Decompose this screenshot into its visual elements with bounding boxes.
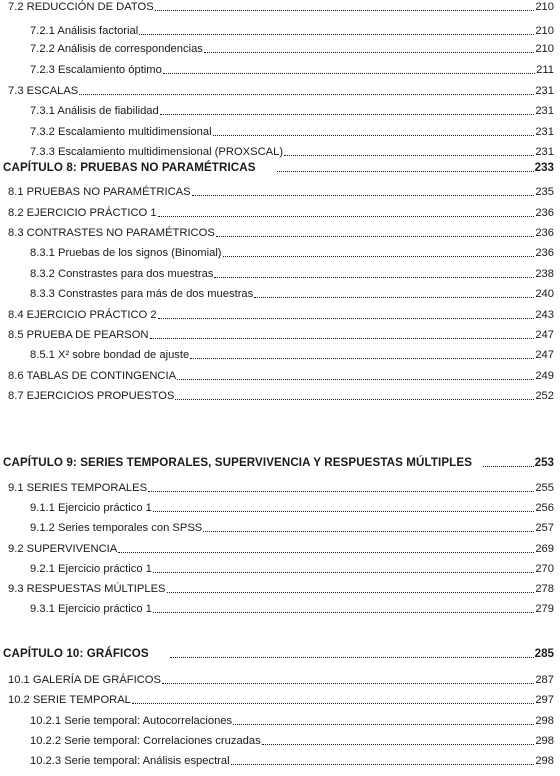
toc-entry-title: 7.2.2 Análisis de correspondencias xyxy=(30,43,203,55)
toc-entry-title: CAPÍTULO 10: GRÁFICOS xyxy=(3,647,149,660)
leader-dots xyxy=(150,337,535,339)
toc-entry-title: 8.3.2 Constrastes para dos muestras xyxy=(30,268,214,280)
toc-entry-title: 9.2.1 Ejercicio práctico 1 xyxy=(30,563,152,575)
leader-dots xyxy=(277,170,534,172)
toc-entry-section xyxy=(0,202,554,220)
toc-entry-section xyxy=(0,669,554,687)
toc-entry-page: 257 xyxy=(535,522,554,534)
toc-entry-title: CAPÍTULO 9: SERIES TEMPORALES, SUPERVIVENCIA Y RESPUESTAS MÚLTIPLES xyxy=(3,456,473,469)
toc-entry-page: 298 xyxy=(535,715,554,727)
toc-entry-subsection xyxy=(0,263,554,281)
toc-entry-page: 210 xyxy=(535,43,554,55)
toc-entry-page: 279 xyxy=(535,603,554,615)
toc-entry-title: 9.3 RESPUESTAS MÚLTIPLES xyxy=(8,583,166,595)
toc-entry-section xyxy=(0,578,554,596)
leader-dots xyxy=(262,743,535,745)
leader-dots xyxy=(170,656,534,658)
toc-entry-title: 8.4 EJERCICIO PRÁCTICO 2 xyxy=(8,309,157,321)
toc-entry-title: 7.3.1 Análisis de fiabilidad xyxy=(30,105,159,117)
toc-entry-title: 10.2 SERIE TEMPORAL xyxy=(8,694,131,706)
toc-entry-section xyxy=(0,385,554,403)
toc-entry-page: 256 xyxy=(535,502,554,514)
leader-dots xyxy=(148,490,534,492)
toc-entry-subsection xyxy=(0,283,554,301)
leader-dots xyxy=(483,465,534,467)
toc-entry-page: 255 xyxy=(535,482,554,494)
toc-entry-title: 8.7 EJERCICIOS PROPUESTOS xyxy=(8,390,175,402)
toc-entry-page: 231 xyxy=(535,146,554,158)
toc-entry-subsection xyxy=(0,497,554,515)
toc-entry-page: 236 xyxy=(535,207,554,219)
toc-entry-title: 8.5 PRUEBA DE PEARSON xyxy=(8,329,149,341)
leader-dots xyxy=(153,571,534,573)
toc-entry-subsection xyxy=(0,598,554,616)
toc-entry-subsection xyxy=(0,344,554,362)
leader-dots xyxy=(158,317,535,319)
toc-entry-section xyxy=(0,80,554,98)
toc-entry-title: 9.1.2 Series temporales con SPSS xyxy=(30,522,203,534)
toc-entry-title: 10.1 GALERÍA DE GRÁFICOS xyxy=(8,674,161,686)
leader-dots xyxy=(233,723,534,725)
leader-dots xyxy=(132,702,534,704)
leader-dots xyxy=(231,763,535,765)
toc-entry-section xyxy=(0,324,554,342)
leader-dots xyxy=(214,276,534,278)
toc-entry-section xyxy=(0,0,554,14)
toc-entry-page: 231 xyxy=(535,105,554,117)
leader-dots xyxy=(216,235,535,237)
toc-entry-page: 210 xyxy=(535,25,554,37)
toc-entry-subsection xyxy=(0,121,554,139)
toc-entry-title: 7.3.3 Escalamiento multidimensional (PROXSCAL) xyxy=(30,146,284,158)
toc-entry-title: 7.2 REDUCCIÓN DE DATOS xyxy=(8,1,154,13)
leader-dots xyxy=(79,93,534,95)
toc-entry-page: 287 xyxy=(535,674,554,686)
leader-dots xyxy=(190,357,534,359)
toc-entry-chapter xyxy=(0,157,554,175)
toc-entry-section xyxy=(0,222,554,240)
toc-entry-title: 8.3 CONTRASTES NO PARAMÉTRICOS xyxy=(8,227,215,239)
toc-entry-title: 7.3 ESCALAS xyxy=(8,85,79,97)
toc-entry-title: 8.2 EJERCICIO PRÁCTICO 1 xyxy=(8,207,157,219)
toc-entry-page: 247 xyxy=(535,349,554,361)
toc-entry-title: 8.5.1 X² sobre bondad de ajuste xyxy=(30,349,190,361)
toc-entry-page: 210 xyxy=(535,1,554,13)
toc-entry-title: 8.6 TABLAS DE CONTINGENCIA xyxy=(8,370,177,382)
toc-entry-page: 211 xyxy=(536,64,554,76)
toc-entry-chapter xyxy=(0,452,554,470)
toc-entry-page: 238 xyxy=(535,268,554,280)
toc-entry-page: 252 xyxy=(535,390,554,402)
toc-entry-section xyxy=(0,689,554,707)
toc-entry-page: 233 xyxy=(534,161,554,174)
toc-entry-page: 243 xyxy=(535,309,554,321)
toc-entry-section xyxy=(0,538,554,556)
leader-dots xyxy=(284,154,534,156)
leader-dots xyxy=(204,51,534,53)
toc-entry-subsection xyxy=(0,38,554,56)
leader-dots xyxy=(163,72,535,74)
leader-dots xyxy=(155,9,535,11)
toc-entry-subsection xyxy=(0,100,554,118)
leader-dots xyxy=(153,611,534,613)
toc-entry-subsection xyxy=(0,750,554,768)
leader-dots xyxy=(160,113,535,115)
toc-entry-title: 9.1.1 Ejercicio práctico 1 xyxy=(30,502,152,514)
toc-entry-title: 10.2.1 Serie temporal: Autocorrelaciones xyxy=(30,715,233,727)
toc-entry-page: 235 xyxy=(535,186,554,198)
toc-entry-page: 298 xyxy=(535,735,554,747)
toc-entry-title: 7.2.3 Escalamiento óptimo xyxy=(30,64,162,76)
toc-entry-page: 278 xyxy=(535,583,554,595)
leader-dots xyxy=(254,296,534,298)
toc-entry-title: CAPÍTULO 8: PRUEBAS NO PARAMÉTRICAS xyxy=(3,161,256,174)
toc-entry-chapter xyxy=(0,643,554,661)
toc-entry-section xyxy=(0,365,554,383)
toc-entry-section xyxy=(0,304,554,322)
toc-entry-subsection xyxy=(0,20,554,38)
leader-dots xyxy=(158,215,535,217)
toc-entry-section xyxy=(0,477,554,495)
toc-entry-page: 269 xyxy=(535,543,554,555)
leader-dots xyxy=(153,510,534,512)
toc-entry-page: 231 xyxy=(535,85,554,97)
leader-dots xyxy=(203,530,534,532)
toc-entry-subsection xyxy=(0,242,554,260)
leader-dots xyxy=(192,194,535,196)
toc-entry-subsection xyxy=(0,558,554,576)
toc-entry-subsection xyxy=(0,730,554,748)
leader-dots xyxy=(175,398,534,400)
leader-dots xyxy=(177,378,534,380)
toc-entry-page: 231 xyxy=(535,126,554,138)
leader-dots xyxy=(213,134,535,136)
leader-dots xyxy=(118,551,534,553)
toc-entry-subsection xyxy=(0,710,554,728)
toc-entry-page: 270 xyxy=(535,563,554,575)
toc-entry-subsection xyxy=(0,59,554,77)
toc-entry-title: 10.2.3 Serie temporal: Análisis espectral xyxy=(30,755,230,767)
toc-entry-page: 285 xyxy=(534,647,554,660)
leader-dots xyxy=(167,591,535,593)
toc-entry-page: 240 xyxy=(535,288,554,300)
toc-entry-title: 10.2.2 Serie temporal: Correlaciones cruzadas xyxy=(30,735,261,747)
toc-entry-title: 8.3.3 Constrastes para más de dos muestras xyxy=(30,288,254,300)
toc-entry-title: 9.2 SUPERVIVENCIA xyxy=(8,543,118,555)
leader-dots xyxy=(162,682,534,684)
leader-dots xyxy=(139,33,534,35)
toc-entry-page: 253 xyxy=(534,456,554,469)
toc-entry-title: 9.1 SERIES TEMPORALES xyxy=(8,482,148,494)
toc-entry-page: 236 xyxy=(535,227,554,239)
toc-entry-subsection xyxy=(0,517,554,535)
toc-entry-page: 249 xyxy=(535,370,554,382)
toc-entry-title: 7.3.2 Escalamiento multidimensional xyxy=(30,126,212,138)
toc-entry-section xyxy=(0,181,554,199)
toc-entry-title: 8.1 PRUEBAS NO PARAMÉTRICAS xyxy=(8,186,191,198)
toc-entry-page: 247 xyxy=(535,329,554,341)
toc-entry-title: 8.3.1 Pruebas de los signos (Binomial) xyxy=(30,247,222,259)
toc-entry-title: 7.2.1 Análisis factorial xyxy=(30,25,139,37)
toc-entry-page: 297 xyxy=(535,694,554,706)
toc-entry-page: 236 xyxy=(535,247,554,259)
toc-entry-title: 9.3.1 Ejercicio práctico 1 xyxy=(30,603,152,615)
toc-entry-page: 298 xyxy=(535,755,554,767)
leader-dots xyxy=(223,255,535,257)
